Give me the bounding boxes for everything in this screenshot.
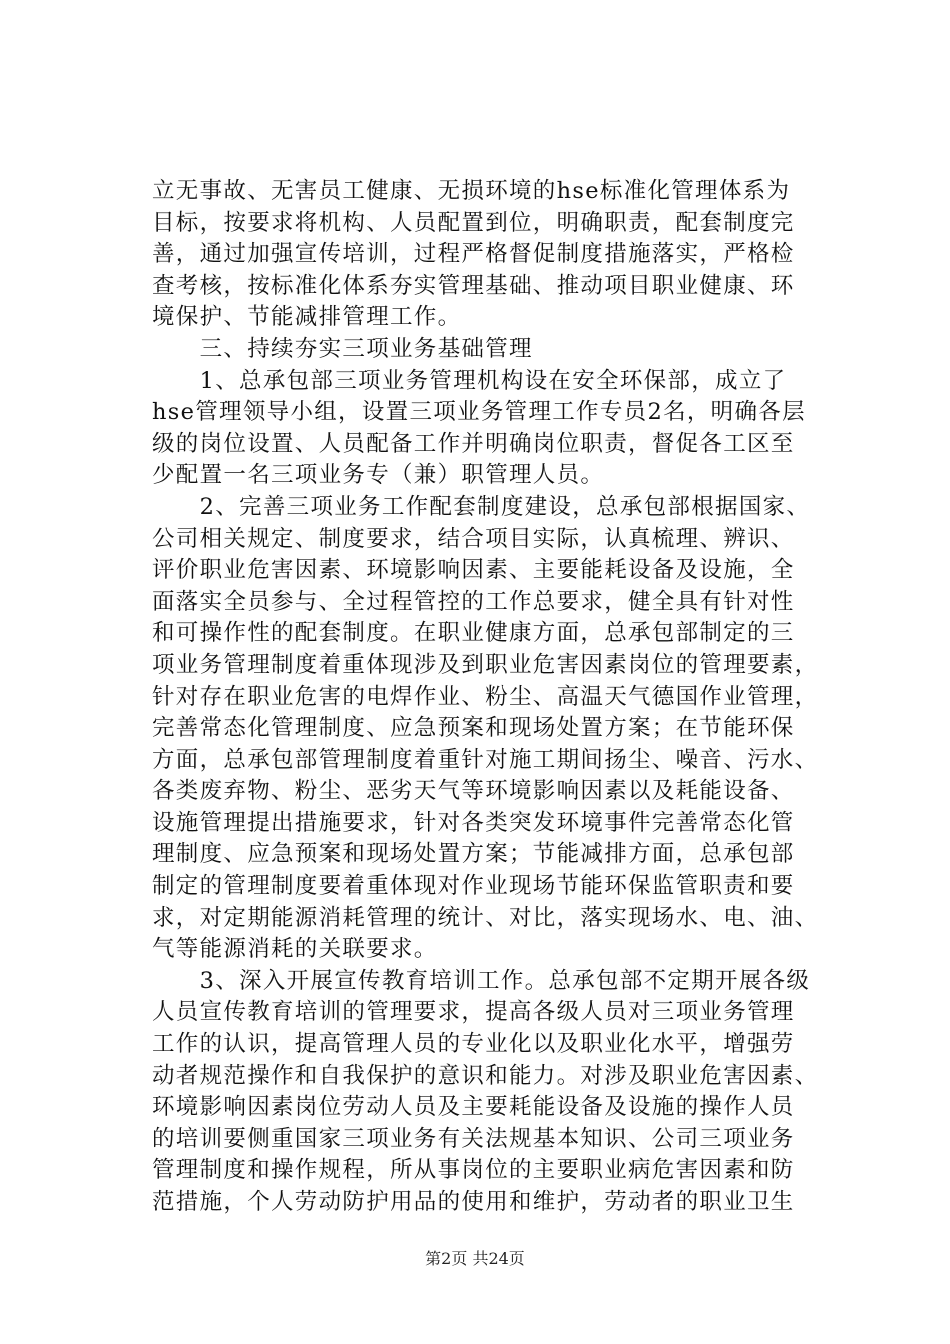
text-line: 查考核，按标准化体系夯实管理基础、推动项目职业健康、环 — [152, 272, 795, 299]
text-line: 和可操作性的配套制度。在职业健康方面，总承包部制定的三 — [152, 620, 795, 647]
text-line: 善，通过加强宣传培训，过程严格督促制度措施落实，严格检 — [152, 241, 795, 268]
text-line: 方面，总承包部管理制度着重针对施工期间扬尘、噪音、污水、 — [152, 746, 819, 773]
text-line: 气等能源消耗的关联要求。 — [152, 936, 438, 963]
text-line: 设施管理提出措施要求，针对各类突发环境事件完善常态化管 — [152, 809, 795, 836]
body-text — [152, 176, 832, 1219]
text-line: 针对存在职业危害的电焊作业、粉尘、高温天气德国作业管理， — [152, 683, 819, 710]
text-line: 环境影响因素岗位劳动人员及主要耗能设备及设施的操作人员 — [152, 1094, 795, 1121]
text-line: 动者规范操作和自我保护的意识和能力。对涉及职业危害因素、 — [152, 1062, 819, 1089]
text-line: 理制度、应急预案和现场处置方案；节能减排方面，总承包部 — [152, 841, 795, 868]
text-line: 的培训要侧重国家三项业务有关法规基本知识、公司三项业务 — [152, 1125, 795, 1152]
text-line: 求，对定期能源消耗管理的统计、对比，落实现场水、电、油、 — [152, 904, 819, 931]
text-line: 项业务管理制度着重体现涉及到职业危害因素岗位的管理要素， — [152, 651, 819, 678]
text-line: 管理制度和操作规程，所从事岗位的主要职业病危害因素和防 — [152, 1157, 795, 1184]
text-line: 少配置一名三项业务专（兼）职管理人员。 — [152, 462, 605, 489]
text-line: hse管理领导小组，设置三项业务管理工作专员2名，明确各层 — [152, 399, 806, 426]
text-line: 人员宣传教育培训的管理要求，提高各级人员对三项业务管理 — [152, 999, 795, 1026]
text-line: 面落实全员参与、全过程管控的工作总要求，健全具有针对性 — [152, 588, 795, 615]
text-line: 3、深入开展宣传教育培训工作。总承包部不定期开展各级 — [152, 967, 811, 994]
text-line: 范措施，个人劳动防护用品的使用和维护，劳动者的职业卫生 — [152, 1189, 795, 1215]
text-line: 立无事故、无害员工健康、无损环境的hse标准化管理体系为 — [152, 178, 791, 204]
text-line: 目标，按要求将机构、人员配置到位，明确职责，配套制度完 — [152, 209, 795, 236]
text-line: 各类废弃物、粉尘、恶劣天气等环境影响因素以及耗能设备、 — [152, 778, 795, 805]
text-line: 2、完善三项业务工作配套制度建设，总承包部根据国家、 — [152, 493, 811, 520]
section-heading: 三、持续夯实三项业务基础管理 — [152, 335, 533, 362]
text-line: 境保护、节能减排管理工作。 — [152, 304, 462, 331]
page-number-footer: 第2页 共24页 — [425, 1249, 525, 1268]
text-line: 完善常态化管理制度、应急预案和现场处置方案；在节能环保 — [152, 715, 795, 742]
text-line: 制定的管理制度要着重体现对作业现场节能环保监管职责和要 — [152, 873, 795, 900]
text-line: 评价职业危害因素、环境影响因素、主要能耗设备及设施，全 — [152, 557, 795, 584]
text-line: 公司相关规定、制度要求，结合项目实际，认真梳理、辨识、 — [152, 525, 795, 552]
text-line: 工作的认识，提高管理人员的专业化以及职业化水平，增强劳 — [152, 1031, 795, 1058]
text-line: 1、总承包部三项业务管理机构设在安全环保部，成立了 — [152, 367, 787, 394]
text-line: 级的岗位设置、人员配备工作并明确岗位职责，督促各工区至 — [152, 430, 795, 457]
